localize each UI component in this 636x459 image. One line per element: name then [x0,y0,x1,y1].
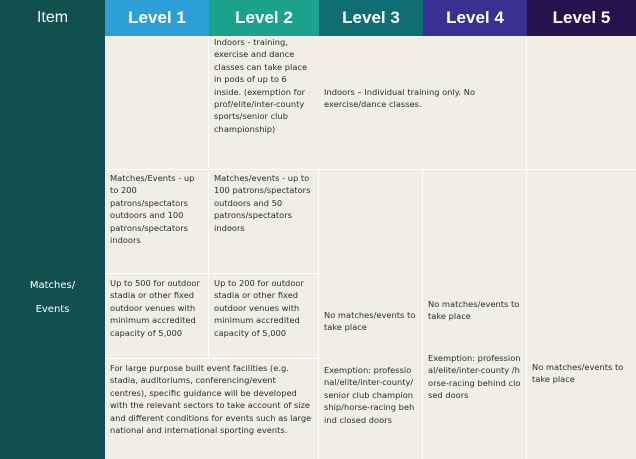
header-level-4-label: Level 4 [446,8,504,27]
header-level-1 [105,0,209,36]
header-item [0,0,105,36]
divider [526,36,527,459]
header-level-2-label: Level 2 [235,8,293,27]
exemption-level-4: Exemption: professional/elite/inter-county /horse-racing behind closed doors [428,353,521,401]
row-label-line-2: Events [35,304,70,315]
stadia-level-2: Up to 200 for outdoor stadia or other fixed outdoor venues with minimum accredited capacity of 5,000 [214,278,304,338]
exemption-level-3: Exemption: professional/elite/inter-county/senior club championship/horse-racing behind closed doors [324,365,415,425]
no-matches-level-4: No matches/events to take place [428,299,520,322]
no-matches-level-5: No matches/events to take place [532,362,624,385]
header-level-2 [209,0,319,36]
training-level-2: Indoors - training, exercise and dance classes can take place in pods of up to 6 inside. (exemption for prof/elite/inter-county sports/senior club championship) [214,37,308,134]
divider [105,273,319,274]
training-level-3-4: Indoors – Individual training only. No exercise/dance classes. [324,87,476,110]
matches-level-1: Matches/Events - up to 200 patrons/spectators outdoors and 100 patrons/spectators indoors [110,173,195,246]
divider [105,169,636,170]
row-label-matches [0,280,105,315]
header-level-3 [319,0,423,36]
header-level-3-label: Level 3 [342,8,400,27]
matches-level-2: Matches/events - up to 100 patrons/spectators outdoors and 50 patrons/spectators indoors [214,173,311,233]
row-label-line-1: Matches/ [29,280,76,291]
item-column [0,0,105,459]
divider [105,358,319,359]
header-level-1-label: Level 1 [128,8,186,27]
divider [318,170,319,459]
header-level-5 [527,0,636,36]
no-matches-level-3: No matches/events to take place [324,310,416,333]
events-level-1-2: For large purpose built event facilities (e.g. stadia, auditoriums, conferencing/event centres), specific guidance will be developed with the relevant sectors to take account of size and different conditions for events such as large national and international sporting events. [110,363,312,436]
divider [422,170,423,459]
header-level-5-label: Level 5 [552,8,611,27]
divider [208,36,209,359]
header-level-4 [423,0,527,36]
stadia-level-1: Up to 500 for outdoor stadia or other fixed outdoor venues with minimum accredited capacity of 5,000 [110,278,200,338]
header-item-label: Item [36,9,69,26]
